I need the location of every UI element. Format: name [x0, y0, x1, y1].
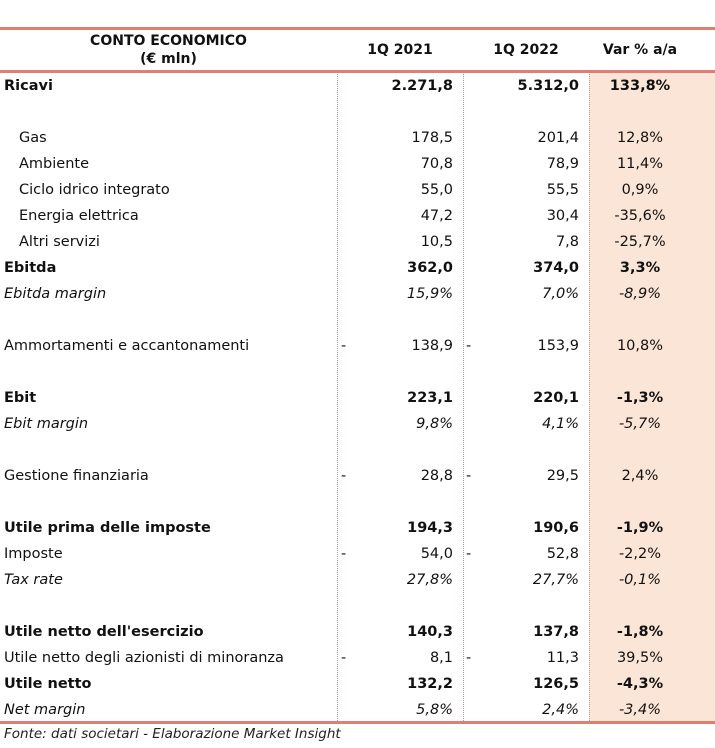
value-1q2021: 132,2: [407, 676, 453, 692]
table-row: [0, 229, 715, 255]
value-1q2022: 27,7%: [532, 572, 579, 588]
value-variance: 12,8%: [616, 130, 664, 146]
value-1q2021: 47,2: [420, 208, 453, 224]
source-note: Fonte: dati societari - Elaborazione Market Insight: [4, 726, 341, 742]
value-variance: 2,4%: [621, 468, 659, 484]
table-row: [0, 593, 715, 619]
table-row: [0, 671, 715, 697]
value-variance: -0,1%: [618, 572, 662, 588]
row-label: Utile netto dell'esercizio: [4, 624, 204, 640]
row-label: Net margin: [4, 702, 86, 718]
value-1q2022: 4,1%: [542, 416, 579, 432]
table-row: [0, 697, 715, 723]
negative-sign: -: [341, 338, 347, 354]
value-variance: -25,7%: [614, 234, 666, 250]
value-variance: -1,3%: [616, 390, 664, 406]
value-1q2022: 7,8: [555, 234, 579, 250]
table-body: [0, 73, 715, 723]
value-1q2021: 27,8%: [406, 572, 453, 588]
value-variance: -3,4%: [618, 702, 662, 718]
value-1q2022: 29,5: [546, 468, 579, 484]
value-1q2022: 190,6: [533, 520, 579, 536]
value-1q2021: 10,5: [420, 234, 453, 250]
header-title-line2: (€ mln): [140, 51, 197, 67]
value-variance: 133,8%: [609, 78, 671, 94]
negative-sign: -: [341, 546, 347, 562]
table-row: [0, 463, 715, 489]
row-label: Gas: [19, 130, 47, 146]
value-1q2021: 223,1: [407, 390, 453, 406]
value-1q2022: 153,9: [537, 338, 579, 354]
value-variance: 39,5%: [616, 650, 664, 666]
table-row: [0, 385, 715, 411]
value-1q2022: 11,3: [546, 650, 579, 666]
value-variance: -35,6%: [614, 208, 666, 224]
header-title-line1: CONTO ECONOMICO: [90, 33, 247, 49]
row-label: Utile netto: [4, 676, 92, 692]
header-col-1q2021: 1Q 2021: [367, 42, 433, 58]
table-bottom-rule: [0, 721, 715, 724]
header-title: [0, 32, 337, 68]
row-label: Imposte: [4, 546, 63, 562]
value-1q2022: 374,0: [533, 260, 579, 276]
row-label: Ammortamenti e accantonamenti: [4, 338, 250, 354]
negative-sign: -: [341, 468, 347, 484]
value-1q2021: 9,8%: [416, 416, 453, 432]
negative-sign: -: [466, 546, 472, 562]
value-1q2021: 28,8: [420, 468, 453, 484]
value-1q2021: 140,3: [407, 624, 453, 640]
header-col-variance: Var % a/a: [602, 42, 678, 58]
table-row: [0, 99, 715, 125]
table-row: [0, 515, 715, 541]
value-variance: -1,8%: [616, 624, 664, 640]
table-row: [0, 541, 715, 567]
value-variance: -2,2%: [618, 546, 662, 562]
row-label: Energia elettrica: [19, 208, 139, 224]
table-row: [0, 437, 715, 463]
value-1q2021: 55,0: [420, 182, 453, 198]
value-1q2021: 5,8%: [416, 702, 453, 718]
table-row: [0, 307, 715, 333]
table-row: [0, 333, 715, 359]
value-1q2022: 5.312,0: [517, 78, 579, 94]
value-1q2022: 55,5: [546, 182, 579, 198]
row-label: Ciclo idrico integrato: [19, 182, 170, 198]
row-label: Gestione finanziaria: [4, 468, 149, 484]
table-row: [0, 125, 715, 151]
row-label: Utile prima delle imposte: [4, 520, 211, 536]
header-col-1q2022: 1Q 2022: [493, 42, 559, 58]
value-1q2021: 15,9%: [406, 286, 453, 302]
negative-sign: -: [466, 338, 472, 354]
value-1q2022: 30,4: [546, 208, 579, 224]
row-label: Tax rate: [4, 572, 63, 588]
table-row: [0, 73, 715, 99]
table-row: [0, 619, 715, 645]
table-row: [0, 567, 715, 593]
table-row: [0, 177, 715, 203]
table-header: [0, 30, 715, 73]
row-label: Ebit: [4, 390, 37, 406]
value-1q2022: 7,0%: [542, 286, 579, 302]
table-row: [0, 255, 715, 281]
value-1q2022: 137,8: [533, 624, 579, 640]
value-1q2021: 194,3: [407, 520, 453, 536]
table-row: [0, 151, 715, 177]
row-label: Ricavi: [4, 78, 53, 94]
row-label: Ebit margin: [4, 416, 89, 432]
row-label: Altri servizi: [19, 234, 100, 250]
row-label: Ebitda: [4, 260, 57, 276]
value-variance: -8,9%: [618, 286, 662, 302]
table-row: [0, 489, 715, 515]
value-variance: -4,3%: [616, 676, 664, 692]
value-1q2022: 126,5: [533, 676, 579, 692]
negative-sign: -: [466, 650, 472, 666]
value-variance: 11,4%: [616, 156, 664, 172]
value-variance: 0,9%: [621, 182, 659, 198]
negative-sign: -: [341, 650, 347, 666]
table-row: [0, 411, 715, 437]
row-label: Utile netto degli azionisti di minoranza: [4, 650, 284, 666]
value-1q2021: 2.271,8: [391, 78, 453, 94]
negative-sign: -: [466, 468, 472, 484]
table-row: [0, 281, 715, 307]
value-1q2022: 201,4: [537, 130, 579, 146]
value-1q2021: 362,0: [407, 260, 453, 276]
value-variance: 3,3%: [619, 260, 661, 276]
value-1q2021: 70,8: [420, 156, 453, 172]
value-1q2022: 52,8: [546, 546, 579, 562]
table-row: [0, 359, 715, 385]
value-1q2021: 54,0: [420, 546, 453, 562]
row-label: Ebitda margin: [4, 286, 107, 302]
value-1q2021: 178,5: [411, 130, 453, 146]
value-1q2022: 78,9: [546, 156, 579, 172]
table-row: [0, 203, 715, 229]
value-1q2021: 8,1: [429, 650, 453, 666]
income-statement-table: [0, 27, 715, 723]
value-1q2021: 138,9: [411, 338, 453, 354]
value-variance: 10,8%: [616, 338, 664, 354]
row-label: Ambiente: [19, 156, 89, 172]
table-row: [0, 645, 715, 671]
value-variance: -1,9%: [616, 520, 664, 536]
value-1q2022: 2,4%: [542, 702, 579, 718]
value-variance: -5,7%: [618, 416, 662, 432]
value-1q2022: 220,1: [533, 390, 579, 406]
